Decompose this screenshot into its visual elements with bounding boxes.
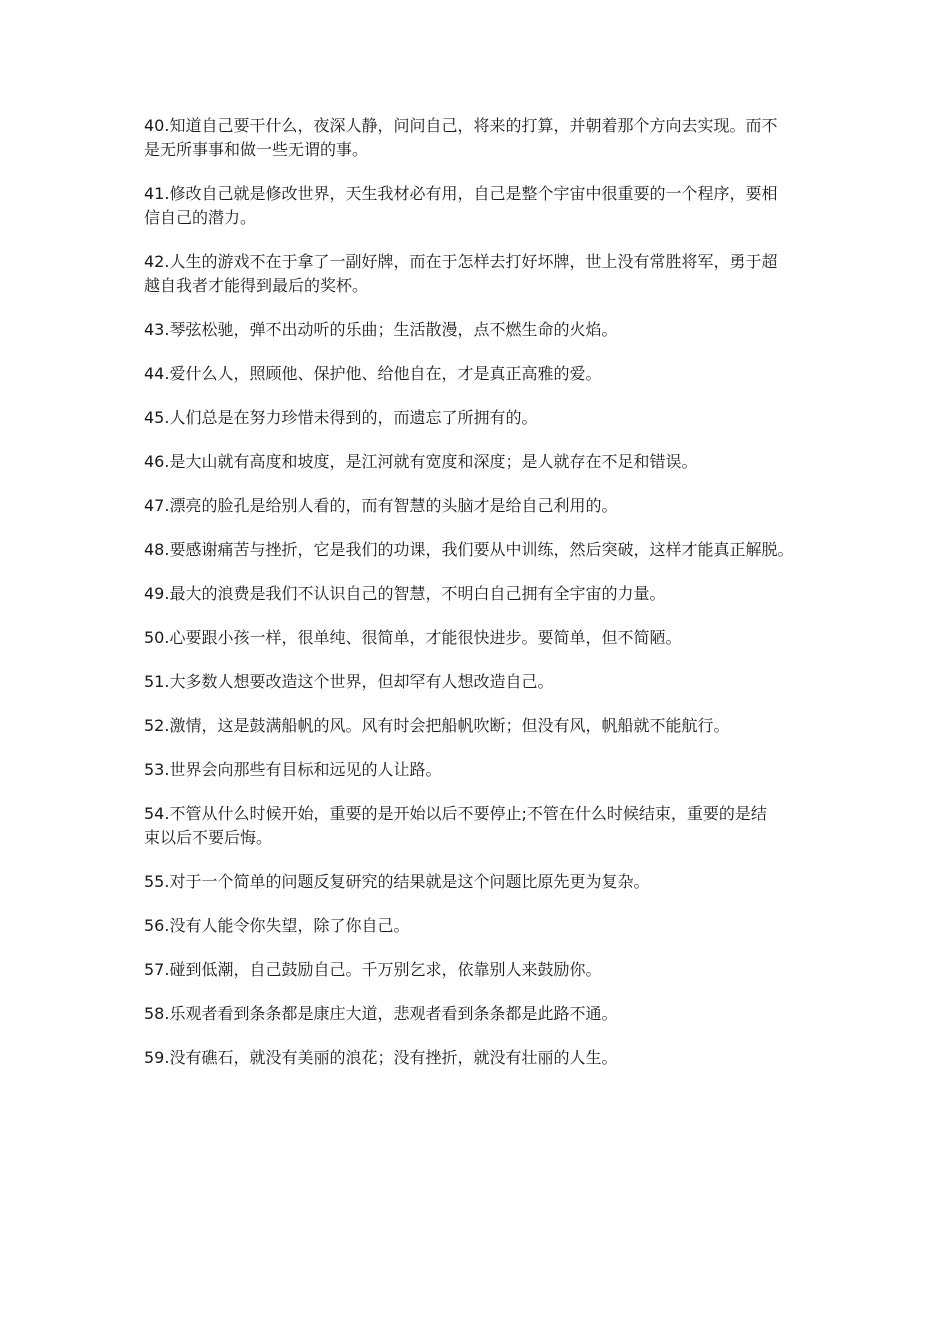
text-line: 是无所事事和做一些无谓的事。 — [144, 140, 369, 159]
text-line: 52.激情，这是鼓满船帆的风。风有时会把船帆吹断；但没有风，帆船就不能航行。 — [144, 716, 730, 735]
text-line: 55.对于一个简单的问题反复研究的结果就是这个问题比原先更为复杂。 — [144, 872, 650, 891]
text-line: 束以后不要后悔。 — [144, 828, 273, 847]
quote-paragraph — [144, 802, 816, 850]
quote-paragraph — [144, 626, 816, 650]
quote-paragraph — [144, 250, 816, 298]
quote-paragraph — [144, 582, 816, 606]
quote-paragraph — [144, 318, 816, 342]
text-line: 49.最大的浪费是我们不认识自己的智慧，不明白自己拥有全宇宙的力量。 — [144, 584, 666, 603]
text-line: 48.要感谢痛苦与挫折，它是我们的功课，我们要从中训练，然后突破，这样才能真正解脱。 — [144, 540, 794, 559]
text-line: 44.爱什么人，照顾他、保护他、给他自在，才是真正高雅的爱。 — [144, 364, 602, 383]
quote-paragraph — [144, 406, 816, 430]
quote-paragraph — [144, 362, 816, 386]
text-line: 45.人们总是在努力珍惜未得到的，而遗忘了所拥有的。 — [144, 408, 538, 427]
quote-paragraph — [144, 670, 816, 694]
quote-paragraph — [144, 450, 816, 474]
text-line: 57.碰到低潮，自己鼓励自己。千万别乞求，依靠别人来鼓励你。 — [144, 960, 602, 979]
quote-paragraph — [144, 182, 816, 230]
text-line: 40.知道自己要干什么，夜深人静，问问自己，将来的打算，并朝着那个方向去实现。而不 — [144, 116, 778, 135]
quote-list — [144, 114, 816, 1090]
quote-paragraph — [144, 914, 816, 938]
text-line: 50.心要跟小孩一样，很单纯、很简单，才能很快进步。要简单，但不简陋。 — [144, 628, 682, 647]
quote-paragraph — [144, 1002, 816, 1026]
text-line: 54.不管从什么时候开始，重要的是开始以后不要停止;不管在什么时候结束，重要的是结 — [144, 804, 767, 823]
text-line: 43.琴弦松驰，弹不出动听的乐曲；生活散漫，点不燃生命的火焰。 — [144, 320, 618, 339]
text-line: 59.没有礁石，就没有美丽的浪花；没有挫折，就没有壮丽的人生。 — [144, 1048, 618, 1067]
quote-paragraph — [144, 758, 816, 782]
quote-paragraph — [144, 114, 816, 162]
text-line: 47.漂亮的脸孔是给别人看的，而有智慧的头脑才是给自己利用的。 — [144, 496, 618, 515]
text-line: 53.世界会向那些有目标和远见的人让路。 — [144, 760, 442, 779]
quote-paragraph — [144, 494, 816, 518]
text-line: 56.没有人能令你失望，除了你自己。 — [144, 916, 410, 935]
quote-paragraph — [144, 870, 816, 894]
quote-paragraph — [144, 538, 816, 562]
text-line: 42.人生的游戏不在于拿了一副好牌，而在于怎样去打好坏牌，世上没有常胜将军，勇于超 — [144, 252, 778, 271]
text-line: 41.修改自己就是修改世界，天生我材必有用，自己是整个宇宙中很重要的一个程序，要相 — [144, 184, 778, 203]
quote-paragraph — [144, 958, 816, 982]
text-line: 信自己的潜力。 — [144, 208, 257, 227]
text-line: 51.大多数人想要改造这个世界，但却罕有人想改造自己。 — [144, 672, 554, 691]
text-line: 越自我者才能得到最后的奖杯。 — [144, 276, 369, 295]
text-line: 46.是大山就有高度和坡度，是江河就有宽度和深度；是人就存在不足和错误。 — [144, 452, 698, 471]
text-line: 58.乐观者看到条条都是康庄大道，悲观者看到条条都是此路不通。 — [144, 1004, 618, 1023]
quote-paragraph — [144, 714, 816, 738]
quote-paragraph — [144, 1046, 816, 1070]
